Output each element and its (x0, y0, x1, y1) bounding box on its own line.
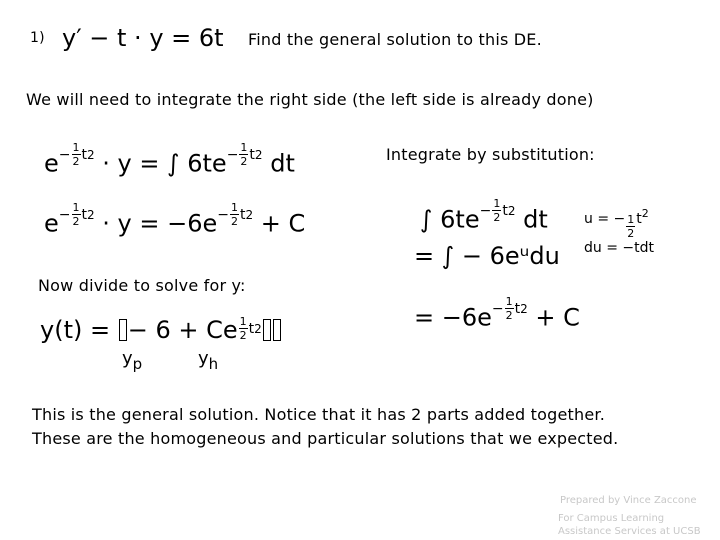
problem-instruction: Find the general solution to this DE. (248, 30, 542, 49)
exp-pow: 2 (520, 301, 528, 316)
u-definition (584, 207, 649, 239)
footer-for-line-2: Assistance Services at UCSB (558, 526, 701, 537)
e-base: e (44, 149, 59, 178)
exp-fraction (505, 296, 514, 321)
exp-fraction (239, 316, 248, 341)
line1-middle: · y = ∫ 6te (102, 149, 227, 178)
bracket-glyph (263, 319, 271, 341)
particular-label (122, 348, 142, 373)
solution-start: y(t) = (40, 316, 118, 344)
yp-y: y (122, 348, 133, 369)
exp-den: 2 (231, 215, 238, 228)
exp-den: 2 (493, 211, 501, 224)
exp-fraction (72, 142, 81, 167)
substitution-step-2: = ∫ − 6eᵘdu (414, 242, 560, 270)
u-num: 1 (627, 213, 635, 226)
exp-minus: − (217, 206, 229, 223)
exp-num: 1 (505, 295, 513, 308)
u-def-text: u = − (584, 211, 626, 227)
exp-minus: − (479, 202, 492, 219)
exp-fraction (492, 198, 501, 223)
u-def-t: t (636, 211, 642, 227)
footer-for-line-1: For Campus Learning (558, 513, 665, 524)
exp-pow: 2 (245, 207, 254, 222)
exp-t: t (514, 300, 521, 317)
exp-num: 1 (72, 141, 80, 154)
footer-prepared: Prepared by Vince Zaccone (560, 495, 697, 506)
exp-num: 1 (231, 201, 238, 214)
exp-t: t (248, 320, 255, 337)
exponent (59, 202, 95, 227)
exp-fraction (72, 202, 81, 227)
integral-start: ∫ 6te (420, 205, 480, 234)
derivation-line-2 (44, 202, 305, 238)
solution-exponent (238, 316, 262, 341)
exp-den: 2 (240, 155, 248, 168)
intro-text: We will need to integrate the right side (the left side is already done) (26, 90, 594, 109)
step3-start: = −6e (414, 303, 492, 332)
exp-num: 1 (239, 315, 247, 328)
derivation-line-1 (44, 142, 295, 178)
exp-fraction (230, 202, 239, 227)
u-fraction (626, 214, 635, 239)
problem-equation: y′ − t · y = 6t (62, 24, 224, 52)
exp-den: 2 (72, 215, 80, 228)
line2-middle: · y = −6e (102, 209, 218, 238)
divide-heading: Now divide to solve for y: (38, 276, 246, 295)
general-solution (40, 316, 282, 344)
line1-end: dt (270, 149, 295, 178)
exp-t: t (81, 146, 87, 163)
bracket-glyph (273, 319, 281, 341)
exp-pow: 2 (87, 147, 95, 162)
e-base: e (44, 209, 59, 238)
solution-mid: − 6 + Ce (127, 316, 238, 344)
substitution-heading: Integrate by substitution: (386, 145, 595, 164)
step3-end: + C (535, 303, 580, 332)
bracket-glyph (119, 319, 127, 341)
exp-pow: 2 (507, 203, 516, 218)
exp-t: t (249, 146, 255, 163)
exp-pow: 2 (254, 147, 263, 162)
exp-minus: − (226, 146, 239, 163)
yp-sub: p (132, 355, 143, 373)
exponent (480, 198, 516, 223)
exp-num: 1 (493, 197, 501, 210)
du-definition: du = −tdt (584, 240, 654, 256)
exp-pow: 2 (254, 321, 262, 336)
exp-num: 1 (240, 141, 248, 154)
exp-fraction (239, 142, 248, 167)
exponent (59, 142, 95, 167)
conclusion-line-1: This is the general solution. Notice that it has 2 parts added together. (32, 405, 605, 424)
conclusion-line-2: These are the homogeneous and particular solutions that we expected. (32, 429, 619, 448)
exponent (227, 142, 263, 167)
homogeneous-label (198, 348, 218, 373)
problem-number: 1) (30, 30, 45, 46)
exp-den: 2 (505, 309, 513, 322)
exp-minus: − (491, 300, 504, 317)
yh-sub: h (208, 355, 219, 373)
exp-t: t (240, 206, 246, 223)
u-den: 2 (627, 227, 635, 240)
exp-den: 2 (239, 329, 247, 342)
exp-den: 2 (72, 155, 80, 168)
exp-minus: − (58, 206, 71, 223)
exp-minus: − (58, 146, 71, 163)
exponent (217, 202, 253, 227)
exp-pow: 2 (87, 207, 95, 222)
exp-num: 1 (72, 201, 80, 214)
line2-end: + C (260, 209, 306, 238)
u-def-pow: 2 (641, 207, 649, 220)
exponent (492, 296, 528, 321)
substitution-step-3 (414, 296, 580, 332)
yh-y: y (198, 348, 209, 369)
substitution-integral (420, 198, 548, 234)
exp-t: t (81, 206, 87, 223)
exp-t: t (502, 202, 508, 219)
integral-end: dt (523, 205, 548, 234)
